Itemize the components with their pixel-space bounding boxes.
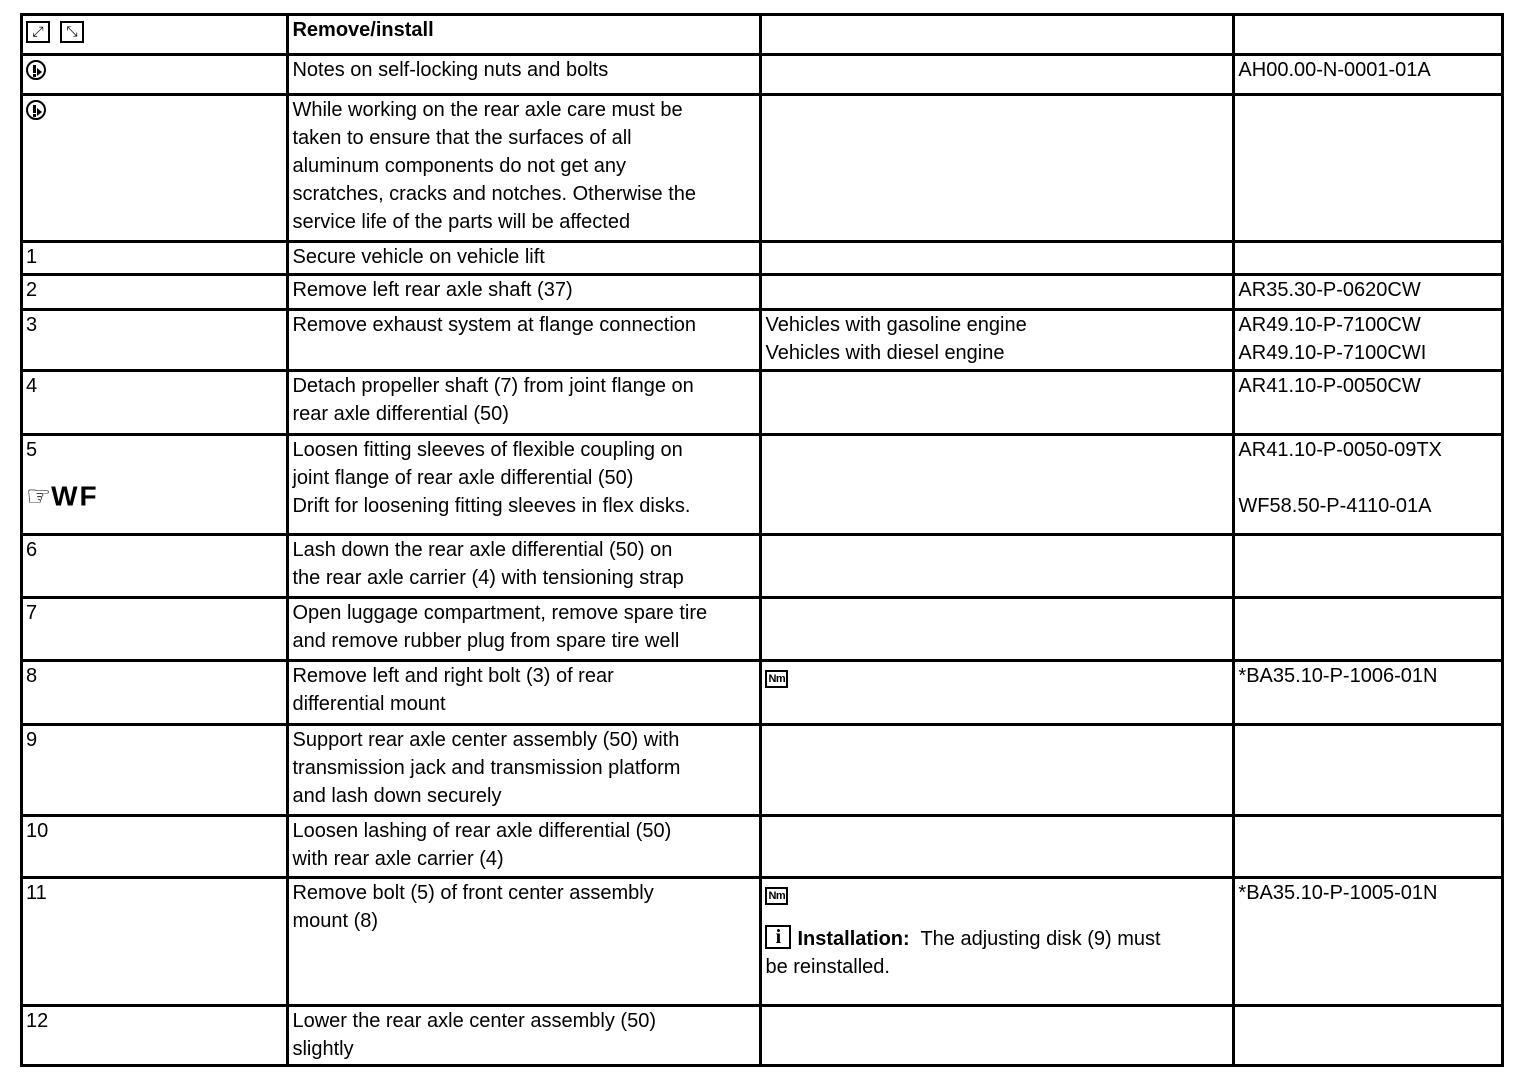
step-text: Remove left rear axle shaft (37) — [292, 279, 573, 301]
document-link[interactable]: *BA35.10-P-1005-01N — [1238, 882, 1438, 904]
step-text: Notes on self-locking nuts and bolts — [292, 59, 609, 81]
step-text: aluminum components do not get any — [292, 155, 627, 177]
step-text: Open luggage compartment, remove spare tire — [292, 602, 708, 624]
info-icon: i — [765, 925, 791, 949]
table-row — [22, 242, 1503, 275]
installation-text: be reinstalled. — [765, 956, 890, 978]
step-text: Drift for loosening fitting sleeves in flex disks. — [292, 495, 691, 517]
step-text: differential mount — [292, 693, 446, 715]
table-row — [22, 725, 1503, 816]
warning-icon — [26, 100, 46, 120]
table-row — [22, 95, 1503, 242]
condition-text: Vehicles with gasoline engine — [765, 314, 1027, 336]
table-row — [22, 275, 1503, 310]
step-number: 1 — [26, 246, 38, 268]
step-text: Loosen fitting sleeves of flexible coupling on — [292, 439, 683, 461]
table-row — [22, 55, 1503, 95]
step-number: 4 — [26, 375, 38, 397]
step-text: and remove rubber plug from spare tire well — [292, 630, 680, 652]
step-text: with rear axle carrier (4) — [292, 848, 504, 870]
document-link[interactable]: WF58.50-P-4110-01A — [1238, 495, 1432, 517]
torque-icon[interactable]: Nm — [765, 670, 788, 688]
step-text: service life of the parts will be affected — [292, 211, 631, 233]
installation-label: Installation: — [797, 928, 910, 950]
step-text: Lower the rear axle center assembly (50) — [292, 1010, 656, 1032]
wf-label: WF — [51, 480, 99, 512]
step-number: 10 — [26, 820, 49, 842]
expand-icon[interactable]: ⤢ — [26, 21, 50, 43]
collapse-icon[interactable]: ⤡ — [60, 21, 84, 43]
table-row — [22, 535, 1503, 598]
step-text: mount (8) — [292, 910, 379, 932]
condition-text: Vehicles with diesel engine — [765, 342, 1005, 364]
table-header-row — [22, 15, 1503, 55]
step-number: 12 — [26, 1010, 49, 1032]
table-row — [22, 661, 1503, 725]
document-link[interactable]: AH00.00-N-0001-01A — [1238, 59, 1431, 81]
step-number: 8 — [26, 665, 38, 687]
document-link[interactable]: AR41.10-P-0050CW — [1238, 375, 1421, 397]
step-number: 11 — [26, 882, 47, 904]
workshop-equipment-marker — [26, 482, 99, 511]
step-text: While working on the rear axle care must be — [292, 99, 683, 121]
step-text: rear axle differential (50) — [292, 403, 509, 425]
installation-note — [765, 925, 1228, 953]
step-text: scratches, cracks and notches. Otherwise the — [292, 183, 696, 205]
step-number: 9 — [26, 729, 38, 751]
step-text: Secure vehicle on vehicle lift — [292, 246, 545, 268]
torque-icon[interactable]: Nm — [765, 887, 788, 905]
table-row — [22, 598, 1503, 661]
step-text: Lash down the rear axle differential (50) on — [292, 539, 673, 561]
table-row — [22, 816, 1503, 878]
table-row — [22, 371, 1503, 435]
step-number: 2 — [26, 279, 38, 301]
procedure-table — [20, 13, 1504, 1067]
step-text: Remove exhaust system at flange connection — [292, 314, 697, 336]
step-text: taken to ensure that the surfaces of all — [292, 127, 632, 149]
table-row — [22, 310, 1503, 371]
installation-text: The adjusting disk (9) must — [920, 928, 1161, 950]
warning-icon — [26, 60, 46, 80]
step-text: Remove bolt (5) of front center assembly — [292, 882, 654, 904]
step-text: Support rear axle center assembly (50) with — [292, 729, 680, 751]
step-text: transmission jack and transmission platform — [292, 757, 681, 779]
step-number: 3 — [26, 314, 38, 336]
step-number: 5 — [26, 439, 38, 461]
header-icons-cell — [22, 15, 288, 55]
header-title-cell — [288, 15, 761, 55]
step-text: Detach propeller shaft (7) from joint flange on — [292, 375, 694, 397]
step-text: Remove left and right bolt (3) of rear — [292, 665, 614, 687]
document-link[interactable]: AR49.10-P-7100CWI — [1238, 342, 1427, 364]
document-link[interactable]: AR35.30-P-0620CW — [1238, 279, 1421, 301]
step-text: joint flange of rear axle differential (50) — [292, 467, 634, 489]
document-link[interactable]: *BA35.10-P-1006-01N — [1238, 665, 1438, 687]
table-row — [22, 435, 1503, 535]
page-title: Remove/install — [292, 19, 434, 41]
step-text: slightly — [292, 1038, 354, 1060]
table-row — [22, 878, 1503, 1006]
step-text: the rear axle carrier (4) with tensioning strap — [292, 567, 684, 589]
table-row — [22, 1006, 1503, 1066]
step-text: Loosen lashing of rear axle differential (50) — [292, 820, 672, 842]
step-text: and lash down securely — [292, 785, 502, 807]
pointing-hand-icon: ☞ — [26, 480, 52, 512]
document-link[interactable]: AR49.10-P-7100CW — [1238, 314, 1421, 336]
step-number: 6 — [26, 539, 38, 561]
document-link[interactable]: AR41.10-P-0050-09TX — [1238, 439, 1442, 461]
step-number: 7 — [26, 602, 38, 624]
